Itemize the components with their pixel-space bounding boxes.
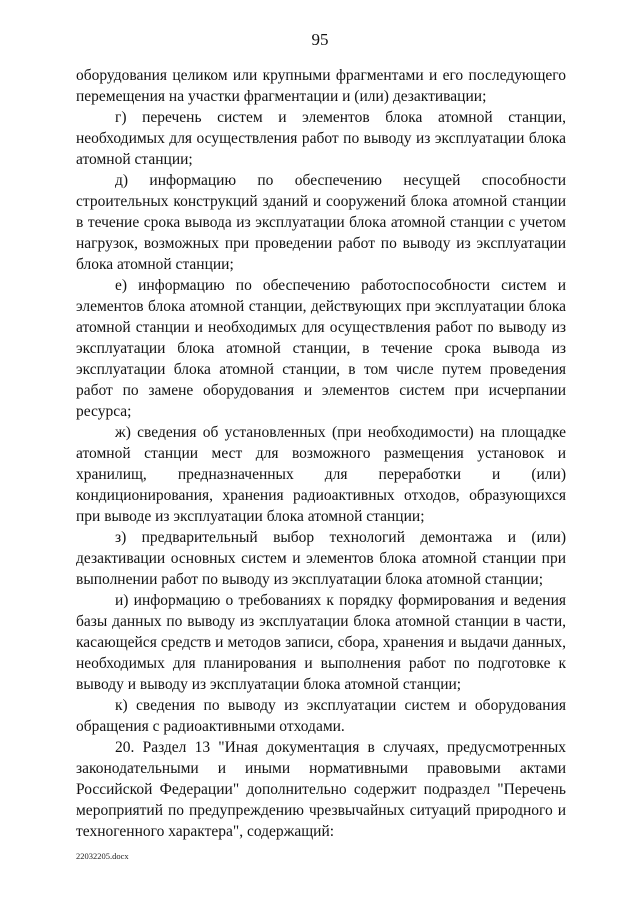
paragraph-item-d: д) информацию по обеспечению несущей способности строительных конструкций зданий и сооружений блока атомной станции в течение срока вывода из эксплуатации блока атомной станции с учетом нагрузок, возможных при проведении работ по выводу из эксплуатации блока атомной станции; <box>76 172 566 273</box>
paragraph-item-g: г) перечень систем и элементов блока атомной станции, необходимых для осуществления работ по выводу из эксплуатации блока атомной станции; <box>76 109 566 168</box>
paragraph-continuation: оборудования целиком или крупными фрагментами и его последующего перемещения на участки фрагментации и (или) дезактивации; <box>76 67 566 105</box>
paragraph-item-k: к) сведения по выводу из эксплуатации систем и оборудования обращения с радиоактивными отходами. <box>76 697 566 735</box>
paragraph-item-z: з) предварительный выбор технологий демонтажа и (или) дезактивации основных систем и элементов блока атомной станции при выполнении работ по выводу из эксплуатации блока атомной станции; <box>76 529 566 588</box>
paragraph-item-e: е) информацию по обеспечению работоспособности систем и элементов блока атомной станции, действующих при эксплуатации блока атомной станции и необходимых для осуществления работ по выводу из эксплуатации блока атомной станции, в течение срока вывода из эксплуатации блока атомной станции, в том числе путем проведения работ по замене оборудования и элементов систем при исчерпании ресурса; <box>76 277 566 420</box>
document-body <box>76 65 566 842</box>
document-file-id: 22032205.docx <box>76 851 129 861</box>
paragraph-item-zh: ж) сведения об установленных (при необходимости) на площадке атомной станции мест для возможного размещения установок и хранилищ, предназначенных для переработки и (или) кондиционирования, хранения радиоактивных отходов, образующихся при выводе из эксплуатации блока атомной станции; <box>76 424 566 525</box>
page-number: 95 <box>311 30 329 49</box>
paragraph-section-20: 20. Раздел 13 "Иная документация в случаях, предусмотренных законодательными и иными нормативными правовыми актами Российской Федерации" дополнительно содержит подраздел "Перечень мероприятий по предупреждению чрезвычайных ситуаций природного и техногенного характера", содержащий: <box>76 739 566 840</box>
paragraph-item-i: и) информацию о требованиях к порядку формирования и ведения базы данных по выводу из эксплуатации блока атомной станции в части, касающейся средств и методов записи, сбора, хранения и выдачи данных, необходимых для планирования и выполнения работ по подготовке к выводу и выводу из эксплуатации блока атомной станции; <box>76 592 566 693</box>
